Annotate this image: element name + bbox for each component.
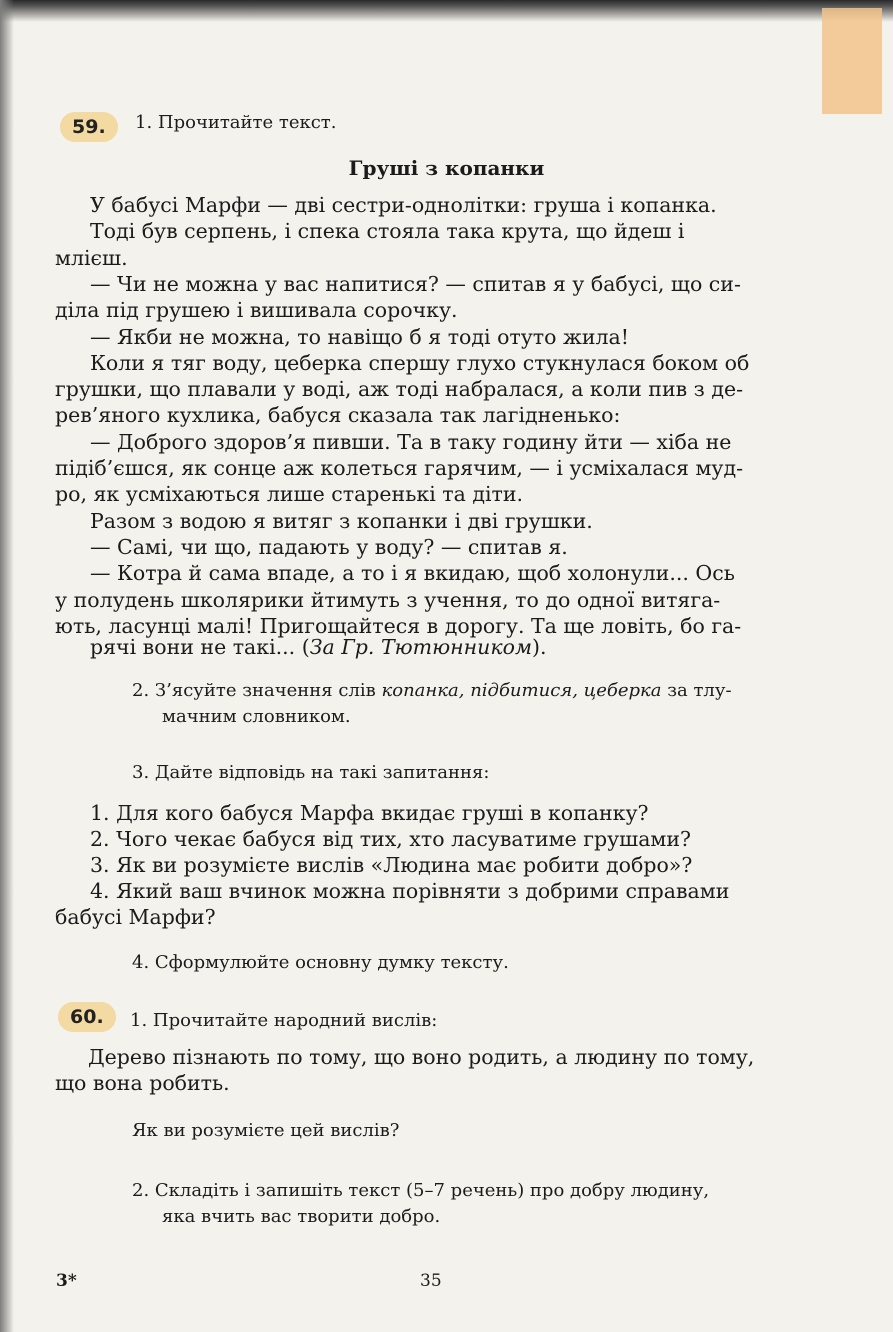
text-line: у полудень школярики йтимуть з учення, то до одної витяга-: [55, 587, 721, 612]
signature-mark: 3*: [56, 1271, 77, 1291]
question-item: 2. Чого чекає бабуся від тих, хто ласуватиме грушами?: [90, 827, 692, 851]
text-line: Разом з водою я витяг з копанки і дві грушки.: [90, 508, 593, 533]
page-tab-marker: [822, 8, 882, 114]
page-number: 35: [420, 1271, 442, 1291]
task-2-line: 2. Складіть і запишіть текст (5–7 речень) про добру людину,: [132, 1180, 710, 1201]
exercise-60-question: Як ви розумієте цей вислів?: [132, 1120, 400, 1141]
text-line: — Доброго здоров’я пивши. Та в таку годину йти — хіба не: [90, 429, 732, 454]
page-top-shadow: [0, 0, 893, 22]
text-line-last-main: рячі вони не такі... (: [90, 635, 310, 659]
text-line-last: [90, 634, 546, 660]
text-line: — Якби не можна, то навіщо б я тоді отуто жила!: [90, 324, 630, 349]
task-2-suffix: за тлу-: [661, 680, 732, 701]
text-line: У бабусі Марфи — дві сестри-однолітки: груша і копанка.: [90, 193, 717, 217]
question-item: 4. Який ваш вчинок можна порівняти з добрими справами: [90, 879, 730, 903]
text-title: Груші з копанки: [348, 156, 545, 180]
question-item: 3. Як ви розумієте вислів «Людина має робити добро»?: [90, 853, 693, 877]
text-line: — Самі, чи що, падають у воду? — спитав я.: [90, 534, 568, 559]
task-2-prefix: 2. З’ясуйте значення слів: [132, 680, 382, 701]
exercise-59-task-2: [132, 678, 732, 704]
text-line: грушки, що плавали у воді, аж тоді набралася, а коли пив з де-: [55, 377, 744, 402]
text-line-last-end: ).: [531, 635, 547, 659]
text-line: Коли я тяг воду, цеберка спершу глухо стукнулася боком об: [90, 350, 750, 375]
exercise-60-task-1: 1. Прочитайте народний вислів:: [130, 1010, 438, 1031]
page-left-shadow: [0, 0, 14, 1332]
exercise-59-task-2-line-2: мачним словником.: [162, 706, 351, 727]
question-4-continuation: бабусі Марфи?: [55, 905, 216, 929]
exercise-60-number: 60.: [58, 1002, 116, 1032]
text-line: — Чи не можна у вас напитися? — спитав я у бабусі, що си-: [90, 271, 741, 296]
exercise-59-task-4: 4. Сформулюйте основну думку тексту.: [132, 952, 509, 973]
saying-line: що вона робить.: [55, 1071, 230, 1095]
text-line: ро, як усміхаються лише старенькі та діти.: [55, 482, 524, 507]
exercise-59-task-1: 1. Прочитайте текст.: [135, 112, 337, 133]
saying-line: Дерево пізнають по тому, що воно родить, а людину по тому,: [88, 1045, 755, 1069]
task-2-line: яка вчить вас творити добро.: [162, 1206, 441, 1227]
text-line: млієш.: [55, 245, 128, 270]
text-line: ють, ласунці малі! Пригощайтеся в дорогу. Та ще ловіть, бо га-: [55, 613, 742, 638]
exercise-59-number: 59.: [60, 112, 118, 142]
exercise-59-task-3: 3. Дайте відповідь на такі запитання:: [132, 762, 490, 783]
question-item: 1. Для кого бабуся Марфа вкидає груші в копанку?: [90, 801, 649, 825]
text-line: рев’яного кухлика, бабуся сказала так лагідненько:: [55, 403, 621, 428]
text-line: підіб’єшся, як сонце аж колеться гарячим, — і усміхалася муд-: [55, 456, 744, 480]
text-line: — Котра й сама впаде, а то і я вкидаю, щоб холонули... Ось: [90, 561, 735, 586]
text-line: діла під грушею і вишивала сорочку.: [55, 298, 458, 323]
text-author: За Гр. Тютюнником: [309, 635, 532, 659]
text-line: Тоді був серпень, і спека стояла така крута, що йдеш і: [90, 219, 685, 244]
task-2-words: копанка, підбитися, цеберка: [381, 680, 662, 701]
